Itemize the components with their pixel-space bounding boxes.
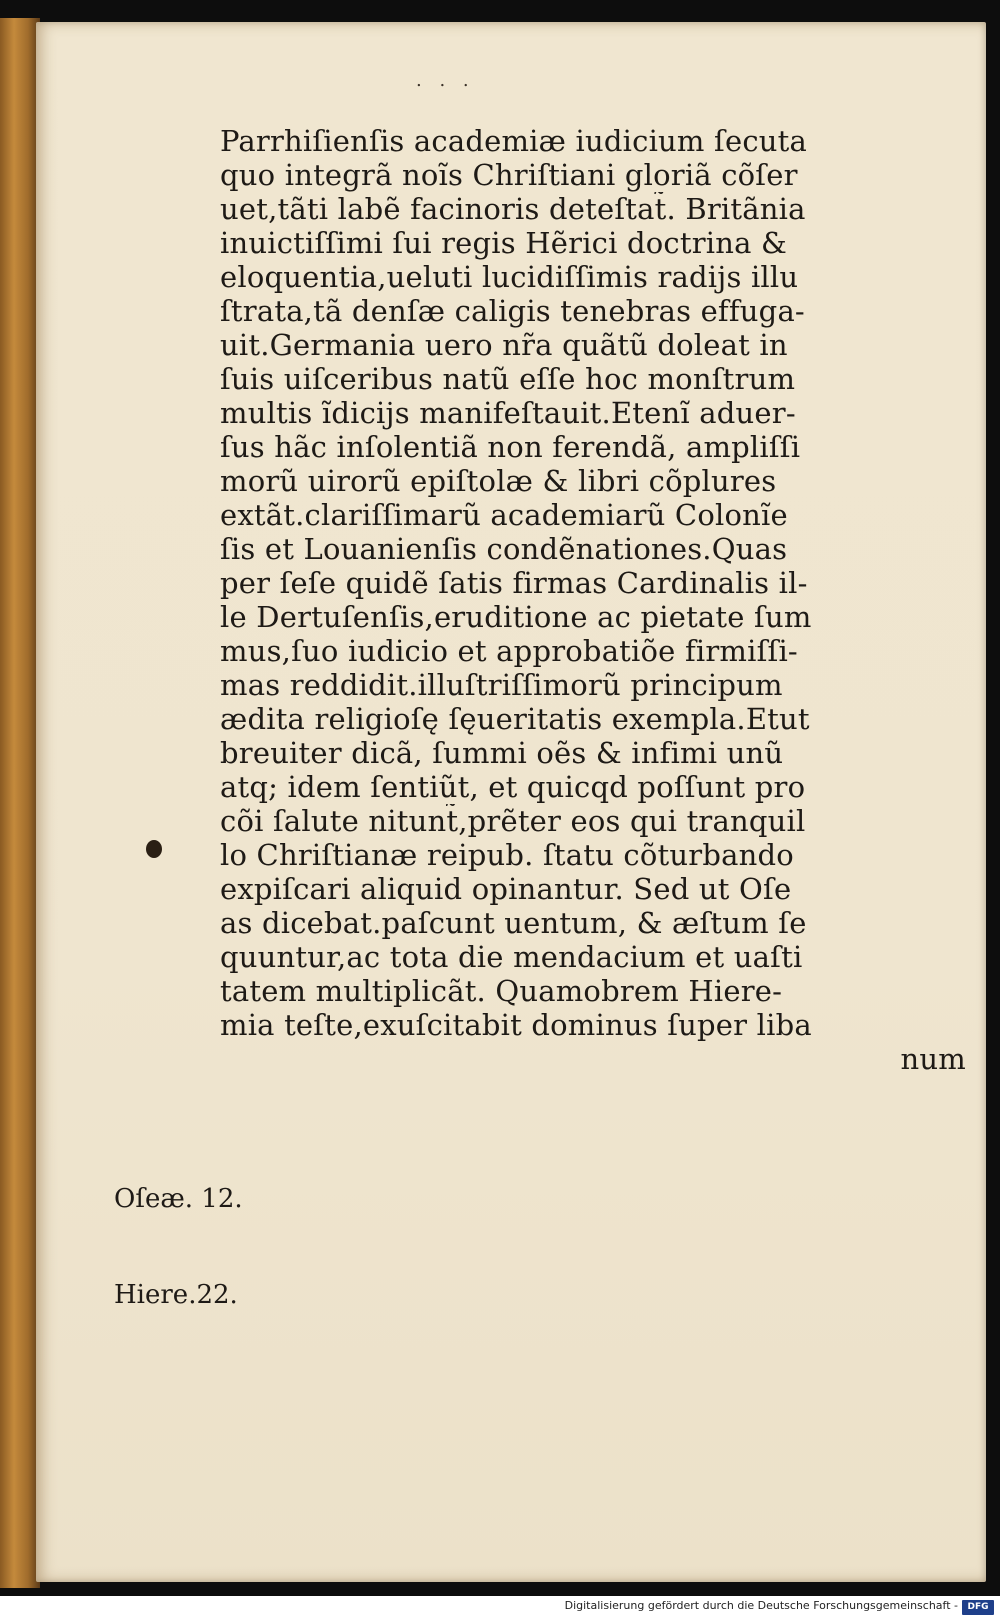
text-line: expiſcari aliquid opinantur. Sed ut Oſe [220,872,792,906]
dfg-logo: DFG [962,1600,994,1615]
book-binding-edge [0,18,40,1588]
main-text-block [220,124,966,1076]
text-line: ædita religioſę ſęueritatis exempla.Etut [220,702,810,736]
footer-band [0,1596,1000,1621]
text-line: Parrhiſienſis academiæ iudicium ſecuta [220,124,807,158]
ink-dot-mark [146,840,162,858]
text-line: cõi ſalute nitunt̃,prẽter eos qui tranquil [220,804,806,838]
text-line: mia teſte,exuſcitabit dominus ſuper liba [220,1008,812,1042]
page-mark: . . . [416,70,475,91]
funding-credit: Digitalisierung gefördert durch die Deutsche Forschungsgemeinschaft - [564,1599,958,1612]
text-line: as dicebat.paſcunt uentum, & æſtum ſe [220,906,807,940]
text-line: morũ uirorũ epiſtolæ & libri cõplures [220,464,777,498]
text-line: uit.Germania uero nr̃a quãtũ doleat in [220,328,788,362]
text-line: eloquentia,ueluti lucidiſſimis radijs illu [220,260,799,294]
margin-note-osee: Oſeæ. 12. [114,1184,243,1214]
text-line: mas reddidit.illuſtriſſimorũ principum [220,668,783,702]
text-line: breuiter dicã, ſummi oẽs & infimi unũ [220,736,784,770]
text-line: quo integrã noĩs Chriſtiani gloriã cõſer [220,158,798,192]
text-line: ſtrata,tã denſæ caligis tenebras effuga- [220,294,805,328]
text-line: atq; idem ſentiũt, et quicqd poſſunt pro [220,770,806,804]
text-line: ſuis uiſceribus natũ eſſe hoc monſtrum [220,362,796,396]
text-line: inuictiſſimi ſui regis Hẽrici doctrina & [220,226,788,260]
text-line: mus,ſuo iudicio et approbatiõe firmiſſi- [220,634,798,668]
text-line: tatem multiplicãt. Quamobrem Hiere- [220,974,783,1008]
text-line: uet,tãti labẽ facinoris deteſtat̃. Britãnia [220,192,806,226]
book-page [36,22,986,1582]
text-line: multis ĩdicijs manifeſtauit.Etenĩ aduer- [220,396,796,430]
text-line: ſus hãc inſolentiã non ferendã, ampliſſi [220,430,801,464]
catchword: num [900,1042,966,1076]
text-line: quuntur,ac tota die mendacium et uaſti [220,940,803,974]
text-line: lo Chriſtianæ reipub. ſtatu cõturbando [220,838,794,872]
margin-note-hiere: Hiere.22. [114,1280,238,1310]
text-line: per ſeſe quidẽ ſatis firmas Cardinalis il- [220,566,808,600]
text-line: le Dertuſenſis,eruditione ac pietate ſum [220,600,812,634]
text-line: ſis et Louanienſis condẽnationes.Quas [220,532,788,566]
text-line: extãt.clariſſimarũ academiarũ Colonĩe [220,498,788,532]
